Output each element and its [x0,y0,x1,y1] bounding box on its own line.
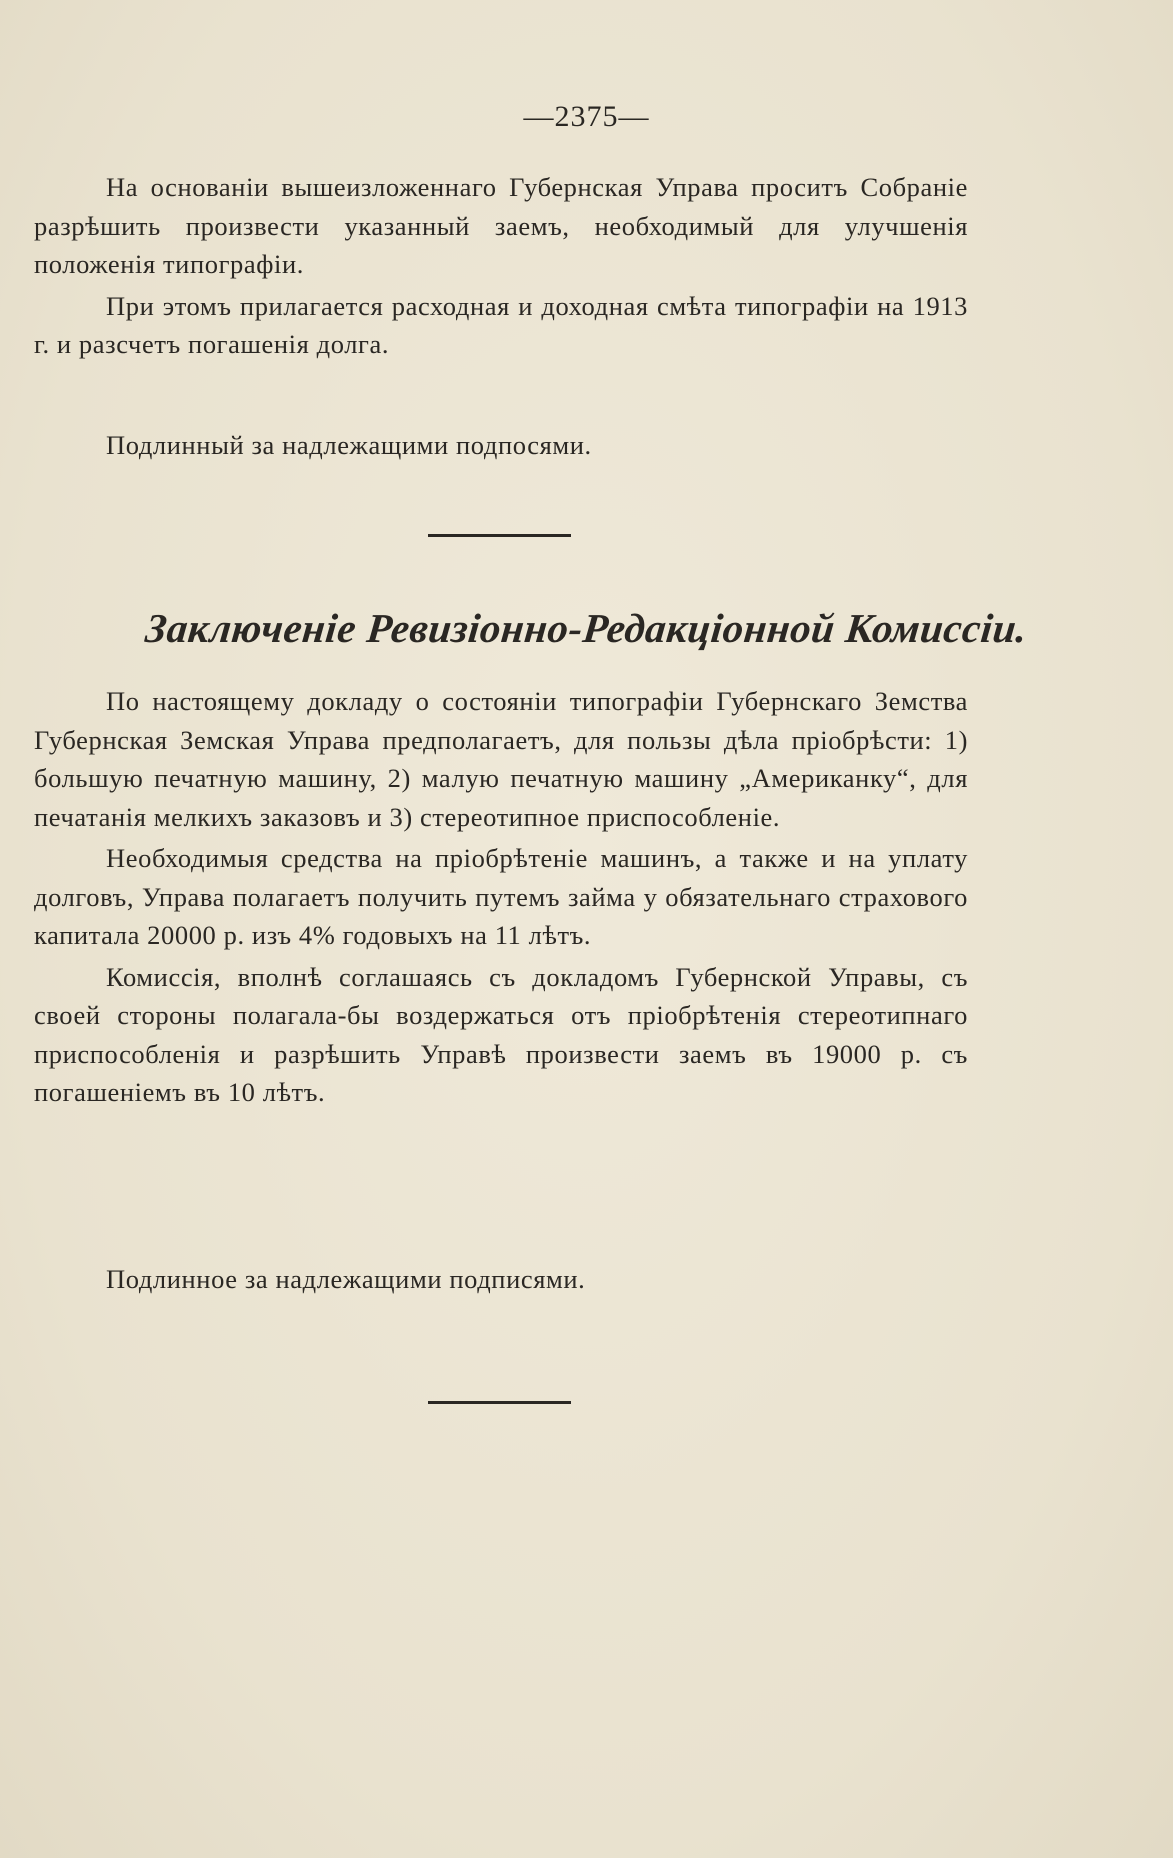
page-number: —2375— [523,100,650,133]
intro-paragraph-2: При этомъ прилагается расходная и доходная смѣта типографіи на 1913 г. и разсчетъ погашенія долга. [34,290,968,359]
conclusion-paragraph-3: Комиссія, вполнѣ соглашаясь съ докладомъ Губернской Управы, съ своей стороны полагала-бы воздержаться отъ пріобрѣтенія стереотипнаго приспособленія и разрѣшить Управѣ произвести заемъ въ 19000 р. съ погашеніемъ въ 10 лѣтъ. [34,961,968,1107]
intro-paragraph-1: На основаніи вышеизложеннаго Губернская Управа проситъ Собраніе разрѣшить произвести указанный заемъ, необходимый для улучшенія положенія типографіи. [34,172,968,279]
intro-signature-note: Подлинный за надлежащими подпосями. [106,430,592,460]
section-divider-2 [428,1401,571,1404]
section-title: Заключеніе Ревизіонно-Редакціонной Комиссіи. [143,605,1030,651]
conclusion-text [34,682,968,1112]
section-divider-1 [428,534,571,537]
conclusion-paragraph-2: Необходимыя средства на пріобрѣтеніе машинъ, а также и на уплату долговъ, Управа полагаетъ получить путемъ займа у обязательнаго страхового капитала 20000 р. изъ 4% годовыхъ на 11 лѣтъ. [34,843,968,950]
intro-text [34,168,968,364]
conclusion-signature-note: Подлинное за надлежащими подписями. [106,1264,586,1294]
conclusion-paragraph-1: По настоящему докладу о состояніи типографіи Губернскаго Земства Губернская Земская Управа предполагаетъ, для пользы дѣла пріобрѣсти: 1) большую печатную машину, 2) малую печатную машину „Американку“, для печатанія мелкихъ заказовъ и 3) стереотипное приспособленіе. [34,686,968,832]
